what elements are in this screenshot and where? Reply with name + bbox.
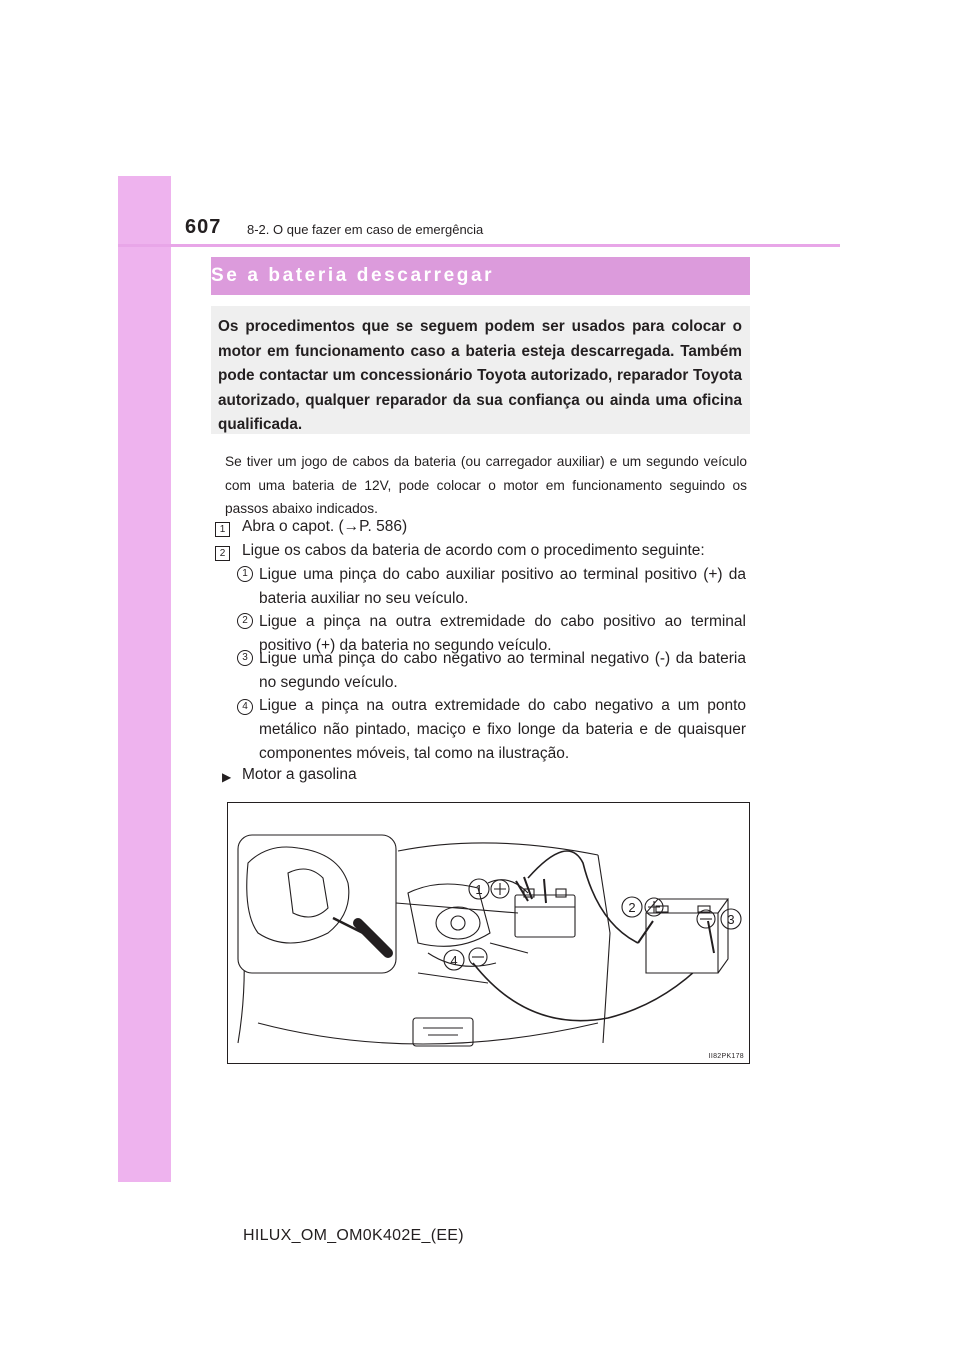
page-number: 607	[185, 216, 222, 238]
page-title: Se a bateria descarregar	[211, 265, 495, 286]
title-banner	[211, 257, 750, 295]
section-header: 8-2. O que fazer em caso de emergência	[247, 222, 484, 237]
substep-number: 3	[237, 650, 253, 666]
substep-text: Ligue a pinça na outra extremidade do cabo negativo a um ponto metálico não pintado, maciço e fixo longe da bateria e de quaisquer componentes móveis, tal como na ilustração.	[259, 697, 746, 762]
document-footer-code: HILUX_OM_OM0K402E_(EE)	[243, 1227, 464, 1244]
header-divider	[118, 244, 840, 247]
hood-edge	[398, 843, 598, 855]
fender-right	[598, 855, 610, 1043]
callout-label: 2	[628, 900, 636, 915]
bullet-heading: Motor a gasolina	[242, 766, 357, 783]
step-number-badge: 2	[215, 546, 230, 561]
triangle-bullet-icon: ▶	[222, 770, 232, 784]
step-text: Ligue os cabos da bateria de acordo com o procedimento seguinte:	[242, 542, 705, 559]
substep-number: 4	[237, 699, 253, 715]
step-text: Abra o capot. (→P. 586)	[242, 518, 408, 535]
inset-pointer	[396, 903, 518, 913]
zoom-inset	[238, 835, 396, 973]
chapter-tab-sidebar	[118, 176, 171, 1182]
jump-start-illustration	[227, 802, 750, 1064]
bumper	[258, 1023, 598, 1044]
callout-label: 1	[475, 882, 483, 897]
engine-bay-drawing	[228, 803, 749, 1063]
callout-label: 4	[450, 953, 458, 968]
substep-number: 2	[237, 613, 253, 629]
intro-text: Os procedimentos que se seguem podem ser usados para colocar o motor em funcionamento caso a bateria esteja descarregada. Também pode contactar um concessionário Toyota autorizado, reparador Toyota autorizado, qualquer reparador da sua confiança ou ainda uma oficina qualificada.	[218, 318, 742, 433]
substep-text: Ligue uma pinça do cabo auxiliar positivo ao terminal positivo (+) da bateria auxiliar no seu veículo.	[259, 566, 746, 607]
front-grille	[413, 1018, 473, 1046]
substep-number: 1	[237, 566, 253, 582]
body-paragraph: Se tiver um jogo de cabos da bateria (ou carregador auxiliar) e um segundo veículo com uma bateria de 12V, pode colocar o motor em funcionamento seguindo os passos abaixo indicados.	[225, 454, 747, 516]
substep-text: Ligue uma pinça do cabo negativo ao terminal negativo (-) da bateria no segundo veículo.	[259, 650, 746, 691]
step-number-badge: 1	[215, 522, 230, 537]
callout-label: 3	[727, 912, 735, 927]
intro-box	[211, 306, 750, 434]
figure-code: II82PK178	[708, 1053, 744, 1060]
substep-text: Ligue a pinça na outra extremidade do cabo positivo ao terminal positivo (+) da bateria no segundo veículo.	[259, 613, 746, 654]
